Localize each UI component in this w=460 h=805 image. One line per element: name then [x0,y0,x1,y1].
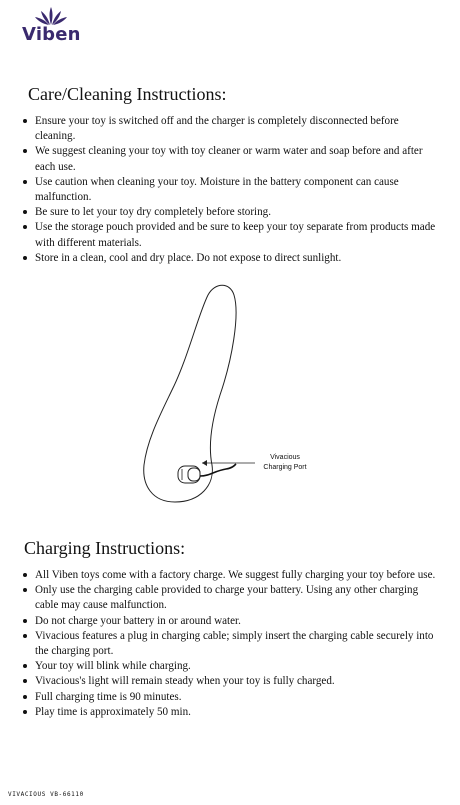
port-label-line1: Vivacious [270,454,300,461]
port-label-line2: Charging Port [263,464,307,471]
logo-flower-icon [34,6,68,26]
charging-heading: Charging Instructions: [24,538,186,558]
care-item: Store in a clean, cool and dry place. Do not expose to direct sunlight. [20,251,440,266]
logo-wordmark: Viben [22,24,81,45]
charging-list [20,568,440,720]
product-code: VIVACIOUS VB-66110 [8,791,84,798]
care-list [20,114,440,266]
charging-item: Your toy will blink while charging. [20,659,440,674]
charging-item: Play time is approximately 50 min. [20,705,440,720]
care-item: We suggest cleaning your toy with toy cleaner or warm water and soap before and after each use. [20,144,440,174]
care-heading: Care/Cleaning Instructions: [28,84,227,104]
charging-item: Full charging time is 90 minutes. [20,690,440,705]
charging-item: Vivacious's light will remain steady when your toy is fully charged. [20,674,440,689]
care-item: Use the storage pouch provided and be sure to keep your toy separate from products made with different materials. [20,220,440,250]
care-item: Use caution when cleaning your toy. Moisture in the battery component can cause malfunction. [20,175,440,205]
care-item: Be sure to let your toy dry completely before storing. [20,205,440,220]
brand-logo [22,6,92,46]
care-item: Ensure your toy is switched off and the charger is completely disconnected before cleaning. [20,114,440,144]
charging-item: All Viben toys come with a factory charge. We suggest fully charging your toy before use. [20,568,440,583]
charging-item: Vivacious features a plug in charging cable; simply insert the charging cable securely into the charging port. [20,629,440,659]
charging-item: Do not charge your battery in or around water. [20,614,440,629]
charging-item: Only use the charging cable provided to charge your battery. Using any other charging cable may cause malfunction. [20,583,440,613]
vibrator-outline-illustration [130,280,330,510]
product-diagram [130,280,330,510]
